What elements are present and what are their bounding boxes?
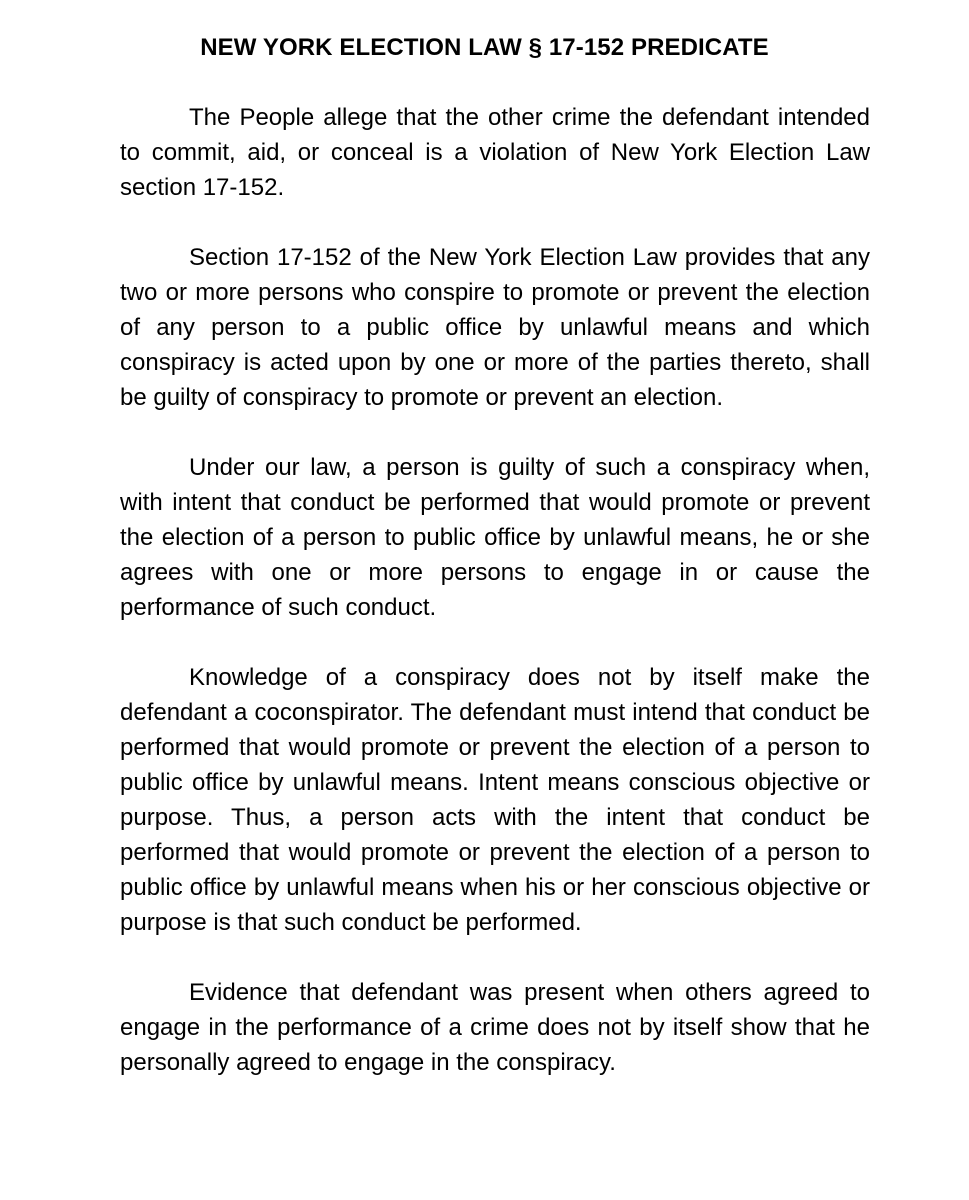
paragraph-guilt-definition: Under our law, a person is guilty of such a conspiracy when, with intent that conduct be performed that would promote or prevent the election of a person to public office by unlawful means, he or she agrees with one or more persons to engage in or cause the performance of such conduct.	[120, 454, 870, 621]
paragraph-knowledge-intent: Knowledge of a conspiracy does not by itself make the defendant a coconspirator. The defendant must intend that conduct be performed that would promote or prevent the election of a person to public office by unlawful means. Intent means conscious objective or purpose. Thus, a person acts with the intent that conduct be performed that would promote or prevent the election of a person to public office by unlawful means when his or her conscious objective or purpose is that such conduct be performed.	[120, 664, 870, 936]
document-title: NEW YORK ELECTION LAW § 17-152 PREDICATE	[200, 34, 769, 61]
paragraph-presence-evidence: Evidence that defendant was present when others agreed to engage in the performance of a crime does not by itself show that he personally agreed to engage in the conspiracy.	[120, 979, 870, 1076]
document-body	[120, 100, 870, 1080]
paragraph-allegation: The People allege that the other crime the defendant intended to commit, aid, or conceal is a violation of New York Election Law section 17-152.	[120, 104, 870, 201]
paragraph-section-provision: Section 17-152 of the New York Election Law provides that any two or more persons who conspire to promote or prevent the election of any person to a public office by unlawful means and which conspiracy is acted upon by one or more of the parties thereto, shall be guilty of conspiracy to promote or prevent an election.	[120, 244, 870, 411]
